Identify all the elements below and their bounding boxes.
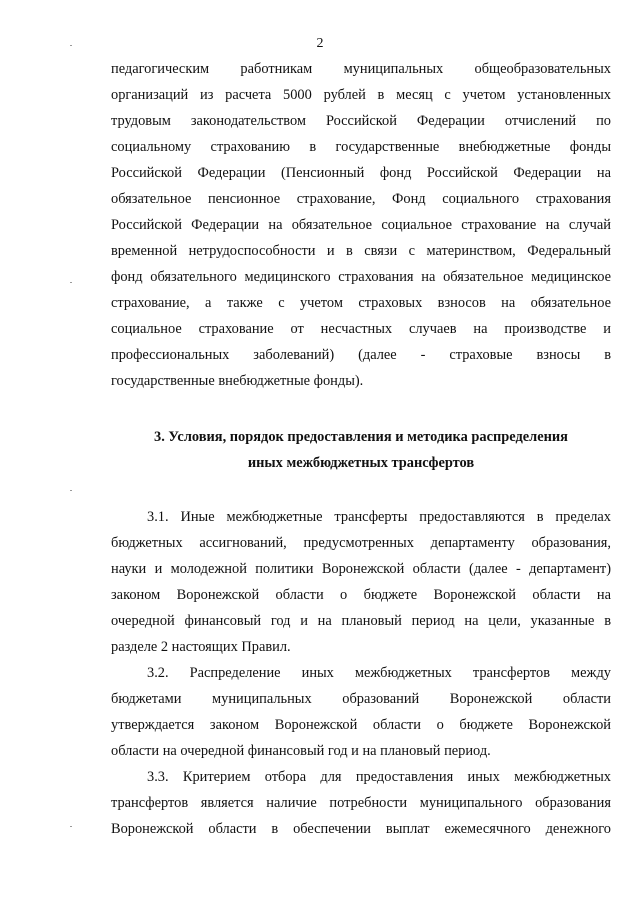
text-line: страхование, а также с учетом страховых взносов на обязательное (111, 295, 611, 311)
text-line: Российской Федерации (Пенсионный фонд Российской Федерации на (111, 165, 611, 181)
page-number: 2 (316, 36, 324, 51)
text-line: социальному страхованию в государственные внебюджетные фонды (111, 139, 611, 155)
text-line: 3.2. Распределение иных межбюджетных трансфертов между (147, 665, 611, 681)
text-line: организаций из расчета 5000 рублей в месяц с учетом установленных (111, 87, 611, 103)
text-line: Воронежской области в обеспечении выплат ежемесячного денежного (111, 821, 611, 837)
text-line: социальное страхование от несчастных случаев на производстве и (111, 321, 611, 337)
text-line: обязательное пенсионное страхование, Фонд социального страхования (111, 191, 611, 207)
paragraph-3-1 (111, 504, 611, 660)
scan-speck (70, 490, 72, 491)
text-line: бюджетных ассигнований, предусмотренных департаменту образования, (111, 535, 611, 551)
text-line: фонд обязательного медицинского страхования на обязательное медицинское (111, 269, 611, 285)
text-line: науки и молодежной политики Воронежской области (далее - департамент) (111, 561, 611, 577)
text-line: 3.3. Критерием отбора для предоставления иных межбюджетных (147, 769, 611, 785)
section-heading (111, 424, 611, 476)
text-line: 3.1. Иные межбюджетные трансферты предоставляются в пределах (147, 509, 611, 525)
scan-speck (70, 45, 72, 46)
text-line: педагогическим работникам муниципальных общеобразовательных (111, 61, 611, 77)
paragraph-3-2 (111, 660, 611, 764)
heading-line: иных межбюджетных трансфертов (247, 455, 475, 471)
heading-line: 3. Условия, порядок предоставления и методика распределения (154, 429, 568, 445)
paragraph-continuation (111, 56, 611, 394)
scan-speck (70, 826, 72, 827)
text-line: Российской Федерации на обязательное социальное страхование на случай (111, 217, 611, 233)
text-line: государственные внебюджетные фонды). (111, 373, 364, 389)
text-line: законом Воронежской области о бюджете Воронежской области на (111, 587, 611, 603)
text-line: профессиональных заболеваний) (далее - страховые взносы в (111, 347, 611, 363)
text-line: очередной финансовый год и на плановый период на цели, указанные в (111, 613, 611, 629)
text-line: трансфертов является наличие потребности муниципального образования (111, 795, 611, 811)
text-line: трудовым законодательством Российской Федерации отчислений по (111, 113, 611, 129)
text-line: области на очередной финансовый год и на плановый период. (111, 743, 491, 759)
text-line: бюджетами муниципальных образований Воронежской области (111, 691, 611, 707)
text-line: временной нетрудоспособности и в связи с материнством, Федеральный (111, 243, 611, 259)
paragraph-3-3 (111, 764, 611, 842)
text-line: разделе 2 настоящих Правил. (111, 639, 291, 655)
text-line: утверждается законом Воронежской области о бюджете Воронежской (111, 717, 611, 733)
scan-speck (70, 282, 72, 283)
